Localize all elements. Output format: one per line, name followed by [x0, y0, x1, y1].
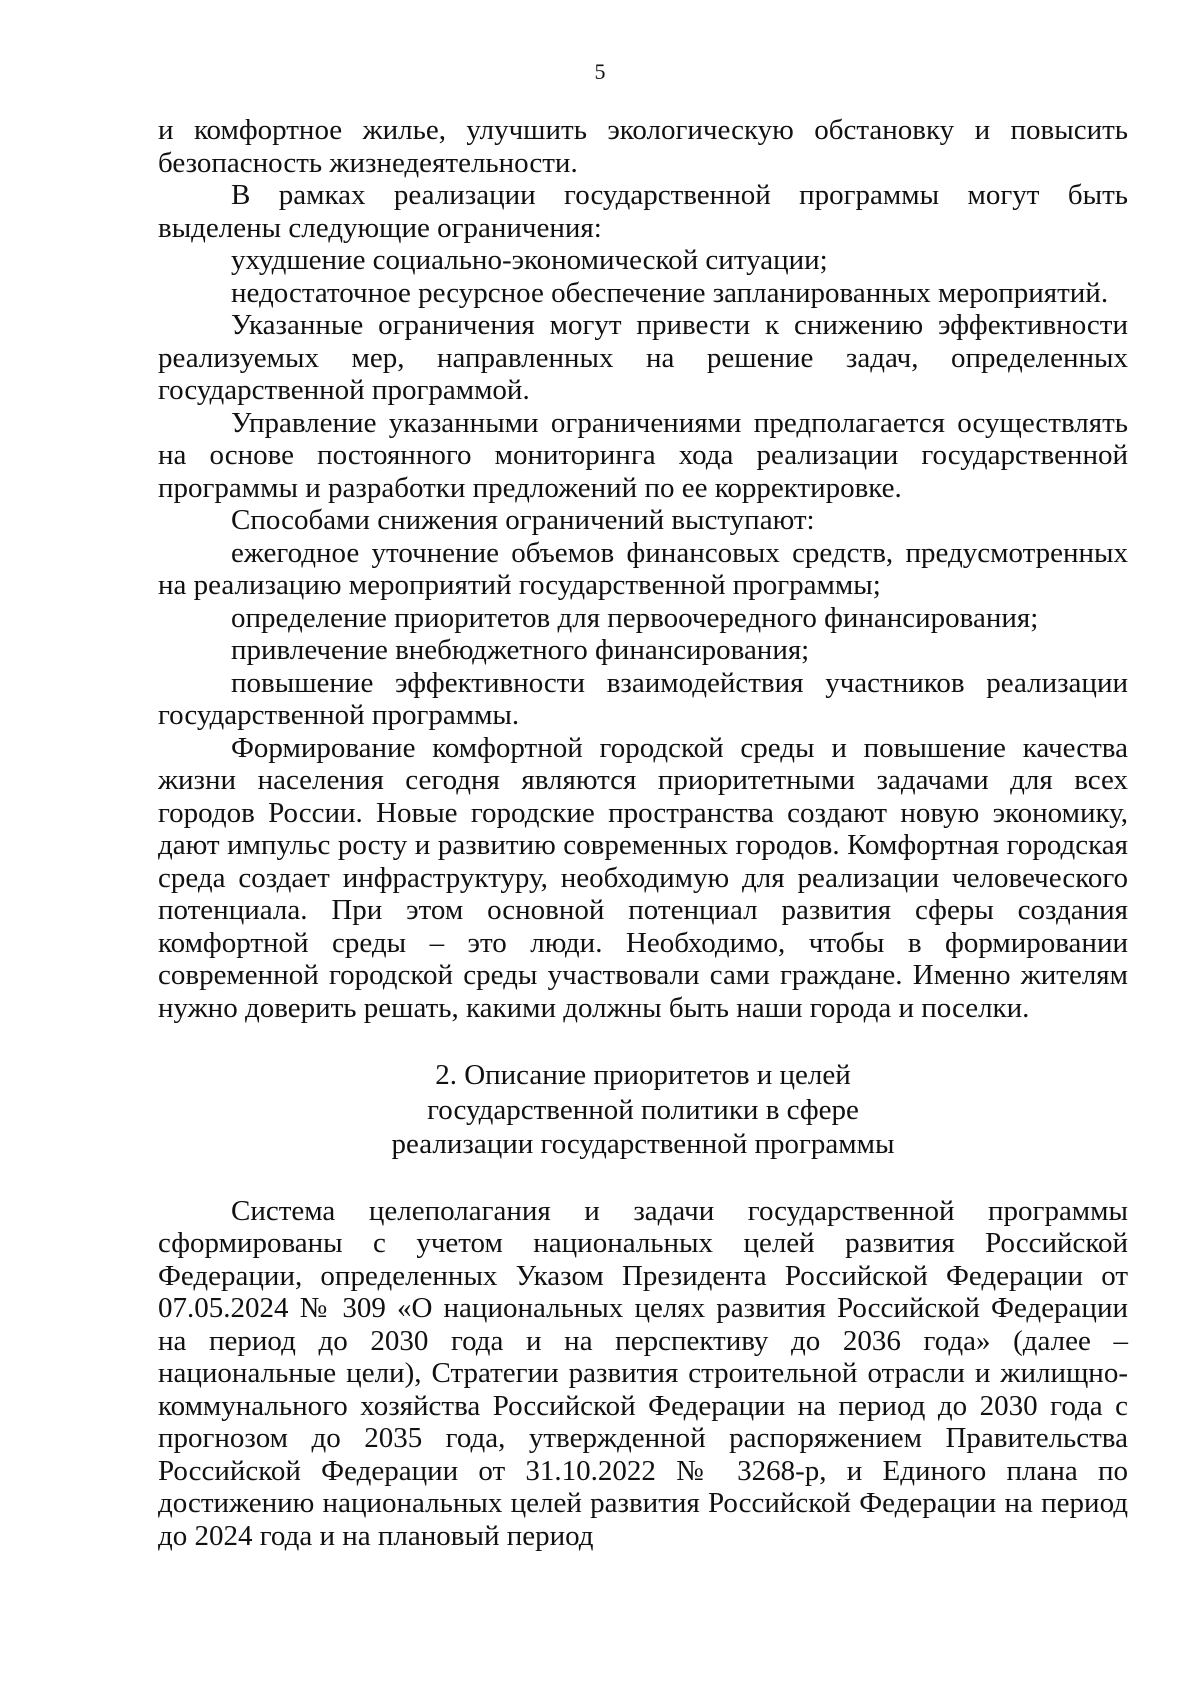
- list-item: повышение эффективности взаимодействия участников реализации государственной программы.: [158, 666, 1128, 731]
- section-heading-line: реализации государственной программы: [391, 1128, 895, 1160]
- page-number: 5: [594, 59, 606, 84]
- paragraph: Система целеполагания и задачи государственной программы сформированы с учетом национальных целей развития Российской Федерации, определенных Указом Президента Российской Федерации от 07.05.2024 № 309 «О национальных целях развития Российской Федерации на период до 2030 года и на перспективу до 2036 года» (далее – национальные цели), Стратегии развития строительной отрасли и жилищно-коммунального хозяйства Российской Федерации на период до 2030 года с прогнозом до 2035 года, утвержденной распоряжением Правительства Российской Федерации от 31.10.2022 № 3268-р, и Единого плана по достижению национальных целей развития Российской Федерации на период до 2024 года и на плановый период: [158, 1194, 1128, 1552]
- section-heading-line: государственной политики в сфере: [427, 1093, 859, 1126]
- list-item: ежегодное уточнение объемов финансовых средств, предусмотренных на реализацию мероприятий государственной программы;: [158, 536, 1128, 601]
- paragraph: Управление указанными ограничениями предполагается осуществлять на основе постоянного мониторинга хода реализации государственной программы и разработки предложений по ее корректировке.: [158, 406, 1128, 504]
- list-item: привлечение внебюджетного финансирования;: [231, 634, 810, 666]
- paragraph: Указанные ограничения могут привести к снижению эффективности реализуемых мер, направленных на решение задач, определенных государственной программой.: [158, 309, 1128, 406]
- list-item: ухудшение социально-экономической ситуации;: [231, 244, 828, 276]
- paragraph: и комфортное жилье, улучшить экологическую обстановку и повысить безопасность жизнедеятельности.: [158, 114, 1128, 179]
- list-item: недостаточное ресурсное обеспечение запланированных мероприятий.: [231, 276, 1109, 309]
- section-heading: [158, 1058, 1128, 1162]
- paragraph: В рамках реализации государственной программы могут быть выделены следующие ограничения:: [158, 179, 1128, 244]
- list-item: определение приоритетов для первоочередного финансирования;: [231, 601, 1039, 634]
- paragraph: Способами снижения ограничений выступают:: [231, 504, 815, 536]
- section-heading-line: 2. Описание приоритетов и целей: [435, 1059, 851, 1091]
- paragraph: Формирование комфортной городской среды и повышение качества жизни населения сегодня являются приоритетными задачами для всех городов России. Новые городские пространства создают новую экономику, дают импульс росту и развитию современных городов. Комфортная городская среда создает инфраструктуру, необходимую для реализации человеческого потенциала. При этом основной потенциал развития сферы создания комфортной среды – это люди. Необходимо, чтобы в формировании современной городской среды участвовали сами граждане. Именно жителям нужно доверить решать, какими должны быть наши города и поселки.: [158, 731, 1128, 1024]
- document-body: [158, 114, 1128, 1552]
